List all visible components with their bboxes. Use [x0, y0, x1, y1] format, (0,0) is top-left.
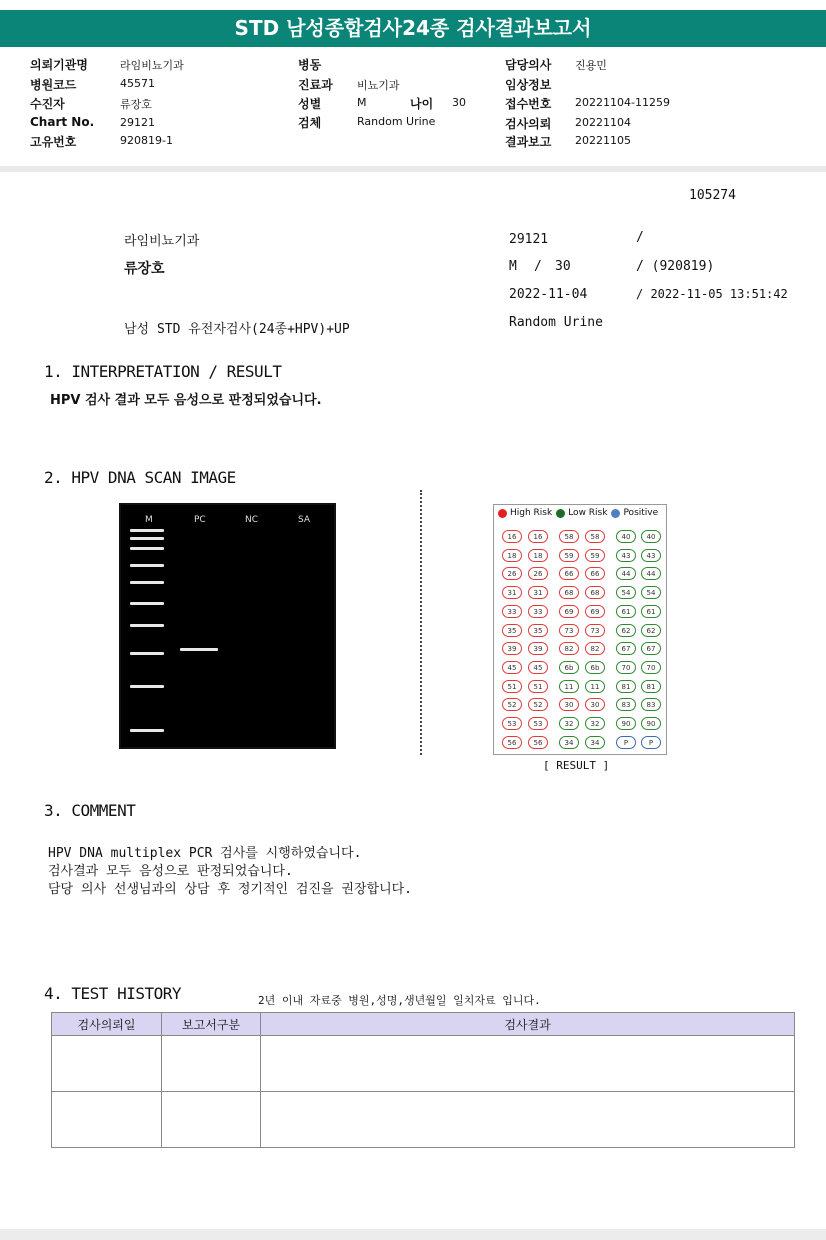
hpv-type-pill: P: [641, 736, 661, 749]
marker-band: [130, 624, 164, 627]
comment-line: 검사결과 모두 음성으로 판정되었습니다.: [48, 864, 293, 879]
label-request-date: 검사의뢰: [505, 117, 552, 131]
hpv-type-pill: 45: [528, 661, 548, 674]
hpv-type-pill: 56: [528, 736, 548, 749]
value-patient: 류장호: [120, 98, 152, 111]
hpv-type-pill: 69: [559, 605, 579, 618]
hpv-type-pill: 43: [616, 549, 636, 562]
hpv-type-pill: 69: [585, 605, 605, 618]
hpv-type-pill: 34: [585, 736, 605, 749]
hpv-type-pill: 30: [585, 698, 605, 711]
interpretation-text: HPV 검사 결과 모두 음성으로 판정되었습니다.: [50, 393, 322, 408]
history-note: 2년 이내 자료중 병원,성명,생년월일 일치자료 입니다.: [258, 994, 541, 1007]
gel-electrophoresis-image: [119, 503, 336, 749]
patient-clinic: 라임비뇨기과: [124, 234, 200, 249]
lane-label-marker: M: [145, 515, 153, 525]
hpv-type-pill: 43: [641, 549, 661, 562]
hpv-type-pill: 61: [616, 605, 636, 618]
label-clinical-info: 임상정보: [505, 78, 552, 92]
pc-band: [180, 648, 218, 651]
hpv-type-pill: 54: [641, 586, 661, 599]
value-age: 30: [452, 96, 466, 109]
hpv-type-pill: 6b: [559, 661, 579, 674]
section-interpretation-title: 1. INTERPRETATION / RESULT: [44, 362, 282, 381]
hpv-type-pill: 83: [641, 698, 661, 711]
label-department: 진료과: [298, 78, 333, 92]
section-comment-title: 3. COMMENT: [44, 801, 136, 820]
hpv-type-pill: 34: [559, 736, 579, 749]
hpv-type-pill: 39: [502, 642, 522, 655]
hpv-type-pill: 39: [528, 642, 548, 655]
table-cell: [261, 1092, 795, 1148]
hpv-type-pill: 82: [585, 642, 605, 655]
lane-label-nc: NC: [245, 515, 259, 525]
test-name: 남성 STD 유전자검사(24종+HPV)+UP: [124, 322, 350, 337]
hpv-type-pill: 56: [502, 736, 522, 749]
value-hospital-code: 45571: [120, 77, 155, 90]
table-cell: [162, 1036, 261, 1092]
hpv-type-pill: 6b: [585, 661, 605, 674]
patient-birth: / (920819): [636, 259, 715, 274]
label-receipt-no: 접수번호: [505, 97, 552, 111]
hpv-type-pill: 62: [641, 624, 661, 637]
table-row: [52, 1092, 795, 1148]
hpv-type-pill: 67: [641, 642, 661, 655]
report-datetime: / 2022-11-05 13:51:42: [636, 287, 788, 301]
table-cell: [52, 1036, 162, 1092]
positive-dot-icon: [611, 509, 620, 518]
marker-band: [130, 537, 164, 540]
hpv-type-pill: 53: [528, 717, 548, 730]
patient-chart: 29121: [509, 232, 549, 247]
result-caption: [ RESULT ]: [543, 759, 610, 772]
hpv-type-pill: 82: [559, 642, 579, 655]
hpv-type-pill: 52: [502, 698, 522, 711]
col-report-type: 보고서구분: [162, 1013, 261, 1036]
hpv-type-pill: 11: [559, 680, 579, 693]
marker-band: [130, 685, 164, 688]
marker-band: [130, 581, 164, 584]
hpv-type-pill: 81: [641, 680, 661, 693]
label-doctor: 담당의사: [505, 58, 552, 72]
low-risk-dot-icon: [556, 509, 565, 518]
hpv-type-pill: 68: [559, 586, 579, 599]
label-unique-no: 고유번호: [30, 135, 77, 149]
label-specimen: 검체: [298, 116, 322, 130]
label-ward: 병동: [298, 58, 322, 72]
label-chart-no: Chart No.: [30, 115, 95, 129]
value-clinic: 라임비뇨기과: [120, 59, 184, 72]
value-department: 비뇨기과: [357, 79, 400, 92]
hpv-type-pill: 58: [559, 530, 579, 543]
legend-high-risk: High Risk: [510, 508, 553, 518]
col-result: 검사결과: [261, 1013, 795, 1036]
hpv-type-pill: 51: [528, 680, 548, 693]
value-receipt-no: 20221104-11259: [575, 96, 670, 109]
label-sex: 성별: [298, 97, 322, 111]
value-request-date: 20221104: [575, 116, 631, 129]
hpv-type-pill: 44: [641, 567, 661, 580]
table-cell: [261, 1036, 795, 1092]
table-cell: [162, 1092, 261, 1148]
report-title: STD 남성종합검사24종 검사결과보고서: [0, 10, 826, 47]
hpv-type-pill: 59: [559, 549, 579, 562]
hpv-type-pill: 73: [559, 624, 579, 637]
comment-line: 담당 의사 선생님과의 상담 후 정기적인 검진을 권장합니다.: [48, 882, 413, 897]
test-history-table: [51, 1012, 795, 1148]
hpv-type-pill: 40: [616, 530, 636, 543]
hpv-type-pill: 31: [528, 586, 548, 599]
hpv-type-pill: 90: [641, 717, 661, 730]
header-divider: [0, 166, 826, 172]
patient-age: 30: [555, 259, 571, 274]
label-report-date: 결과보고: [505, 135, 552, 149]
high-risk-dot-icon: [498, 509, 507, 518]
legend-low-risk: Low Risk: [568, 508, 608, 518]
marker-band: [130, 729, 164, 732]
hpv-type-pill: 59: [585, 549, 605, 562]
hpv-type-pill: 35: [528, 624, 548, 637]
value-chart-no: 29121: [120, 116, 155, 129]
label-hospital-code: 병원코드: [30, 78, 77, 92]
legend-positive: Positive: [623, 508, 659, 518]
request-date: 2022-11-04: [509, 287, 588, 302]
hpv-type-pill: 31: [502, 586, 522, 599]
hpv-type-pill: 16: [528, 530, 548, 543]
label-patient: 수진자: [30, 97, 65, 111]
hpv-type-pill: 40: [641, 530, 661, 543]
hpv-type-pill: P: [616, 736, 636, 749]
marker-band: [130, 652, 164, 655]
hpv-type-pill: 45: [502, 661, 522, 674]
hpv-type-pill: 52: [528, 698, 548, 711]
hpv-type-pill: 70: [641, 661, 661, 674]
hpv-type-pill: 58: [585, 530, 605, 543]
hpv-type-pill: 26: [528, 567, 548, 580]
col-request-date: 검사의뢰일: [52, 1013, 162, 1036]
hpv-type-pill: 73: [585, 624, 605, 637]
hpv-type-pill: 81: [616, 680, 636, 693]
hpv-type-pill: 16: [502, 530, 522, 543]
lane-label-sa: SA: [298, 515, 311, 525]
marker-band: [130, 602, 164, 605]
label-clinic: 의뢰기관명: [30, 58, 88, 72]
hpv-type-pill: 53: [502, 717, 522, 730]
hpv-type-pill: 11: [585, 680, 605, 693]
hpv-type-pill: 51: [502, 680, 522, 693]
label-age: 나이: [410, 97, 434, 111]
table-row: [52, 1036, 795, 1092]
marker-band: [130, 564, 164, 567]
risk-legend: [498, 508, 658, 518]
marker-band: [130, 547, 164, 550]
value-doctor: 진용민: [575, 59, 607, 72]
hpv-result-grid: [493, 504, 667, 755]
comment-block: [48, 845, 412, 899]
hpv-type-pill: 83: [616, 698, 636, 711]
hpv-type-pill: 90: [616, 717, 636, 730]
hpv-type-pill: 18: [528, 549, 548, 562]
value-sex: M: [357, 96, 367, 109]
table-header-row: [52, 1013, 795, 1036]
specimen: Random Urine: [509, 315, 603, 330]
dotted-divider: [420, 490, 422, 755]
hpv-type-pill: 44: [616, 567, 636, 580]
section-scan-image-title: 2. HPV DNA SCAN IMAGE: [44, 468, 236, 487]
value-unique-no: 920819-1: [120, 134, 173, 147]
hpv-type-pill: 54: [616, 586, 636, 599]
report-number: 105274: [689, 188, 736, 203]
hpv-type-pill: 32: [585, 717, 605, 730]
hpv-type-pill: 66: [559, 567, 579, 580]
hpv-type-pill: 33: [528, 605, 548, 618]
hpv-type-pill: 33: [502, 605, 522, 618]
hpv-type-pill: 32: [559, 717, 579, 730]
comment-line: HPV DNA multiplex PCR 검사를 시행하였습니다.: [48, 846, 362, 861]
value-report-date: 20221105: [575, 134, 631, 147]
section-history-title: 4. TEST HISTORY: [44, 984, 181, 1003]
marker-band: [130, 529, 164, 532]
sex-separator: /: [534, 259, 542, 274]
hpv-type-pill: 67: [616, 642, 636, 655]
hpv-type-pill: 35: [502, 624, 522, 637]
hpv-type-pill: 68: [585, 586, 605, 599]
hpv-type-pill: 18: [502, 549, 522, 562]
hpv-type-pill: 30: [559, 698, 579, 711]
hpv-type-pill: 26: [502, 567, 522, 580]
report-header: [0, 48, 826, 167]
lane-label-pc: PC: [194, 515, 206, 525]
patient-name: 류장호: [124, 261, 165, 277]
hpv-type-pill: 61: [641, 605, 661, 618]
table-cell: [52, 1092, 162, 1148]
chart-separator: /: [636, 230, 644, 245]
hpv-type-pill: 62: [616, 624, 636, 637]
hpv-type-pill: 70: [616, 661, 636, 674]
value-specimen: Random Urine: [357, 115, 436, 128]
patient-sex: M: [509, 259, 517, 274]
footer-strip: [0, 1229, 826, 1240]
hpv-type-pill: 66: [585, 567, 605, 580]
